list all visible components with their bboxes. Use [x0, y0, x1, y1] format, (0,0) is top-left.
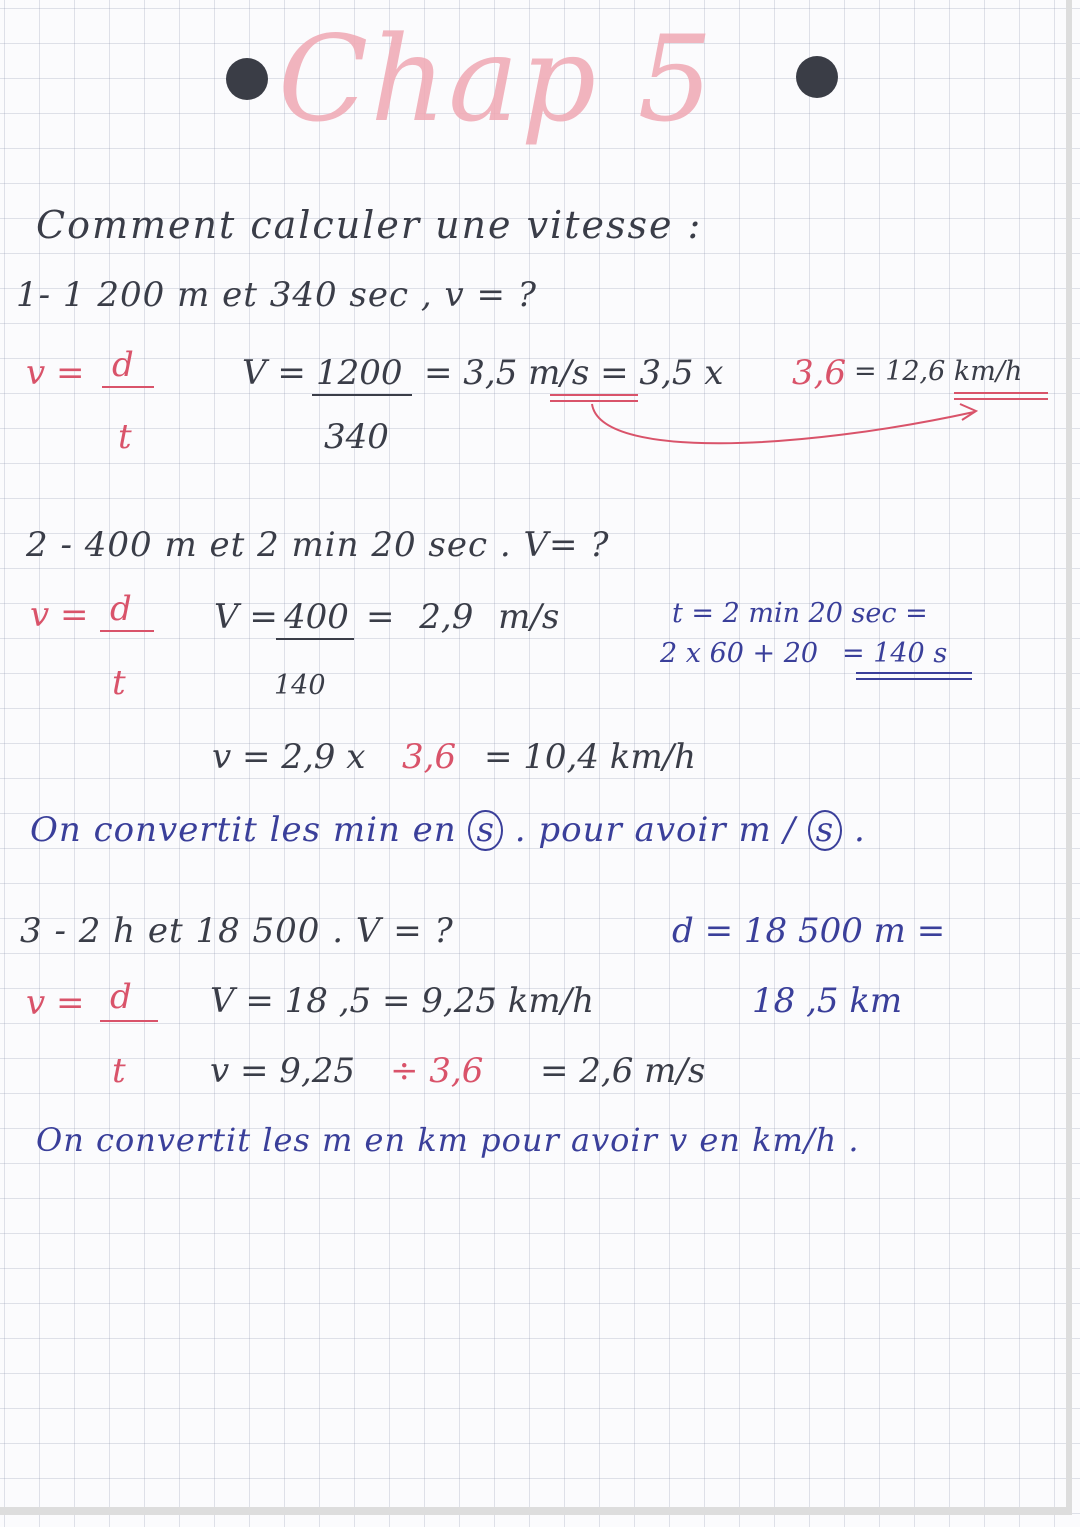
ex2-side-line2a: 2 x 60 + 20 [660, 638, 819, 669]
ex2-side-line1: t = 2 min 20 sec = [672, 598, 928, 629]
ex2-underline-140s [856, 672, 972, 674]
ex1-calc-prefix: V = [242, 353, 306, 393]
ex3-problem: 3 - 2 h et 18 500 . V = ? [20, 911, 454, 951]
ex2-calc-bar [276, 638, 354, 640]
ex1-formula-den: t [118, 417, 132, 457]
ex2-formula-num: d [110, 589, 132, 629]
ex2-note-circled-s2: s [808, 810, 842, 851]
ex2-line2-factor: 3,6 [402, 737, 457, 777]
ex1-calc-result: = 3,5 m/s = 3,5 x [424, 353, 724, 393]
ex2-calc-result: = 2,9 m/s [366, 597, 560, 637]
ex1-calc-den: 340 [324, 417, 389, 457]
section-heading: Comment calculer une vitesse : [36, 203, 703, 247]
ex1-calc-factor: 3,6 [792, 353, 847, 393]
ex2-side-line2b: = 140 s [842, 638, 948, 669]
ex3-calc2-result: = 2,6 m/s [540, 1051, 706, 1091]
ex2-problem: 2 - 400 m et 2 min 20 sec . V= ? [26, 525, 610, 565]
ex2-note-circled-s: s [468, 810, 502, 851]
ex3-formula-bar [100, 1020, 158, 1022]
ex2-formula-lhs: v = [30, 595, 89, 635]
ex3-formula-lhs: v = [26, 983, 85, 1023]
ex2-note-end: . [854, 810, 866, 850]
ex2-calc-prefix: V = [214, 597, 278, 637]
ex3-side-line2: 18 ,5 km [752, 981, 903, 1021]
ex2-note-b: . pour avoir m / [514, 810, 796, 850]
ex3-formula-den: t [112, 1051, 126, 1091]
ex1-formula-num: d [112, 345, 134, 385]
ex2-formula-bar [100, 630, 154, 632]
ex3-side-line1: d = 18 500 m = [672, 911, 946, 951]
ex1-problem: 1- 1 200 m et 340 sec , v = ? [16, 275, 537, 315]
ex2-formula-den: t [112, 663, 126, 703]
ex1-formula-lhs: v = [26, 353, 85, 393]
ex2-calc-den: 140 [274, 670, 326, 701]
ex2-line2-result: = 10,4 km/h [484, 737, 697, 777]
ex3-calc1: V = 18 ,5 = 9,25 km/h [210, 981, 594, 1021]
ex2-calc-num: 400 [284, 597, 349, 637]
ex1-calc-num: 1200 [316, 353, 403, 393]
page-title: Chap 5 [278, 10, 715, 148]
ex3-calc2-prefix: v = 9,25 [210, 1051, 356, 1091]
ex2-line2-prefix: v = 2,9 x [212, 737, 366, 777]
ex3-note: On convertit les m en km pour avoir v en km/h . [36, 1121, 860, 1159]
ex2-note-a: On convertit les min en [30, 810, 457, 850]
ex3-calc2-op: ÷ 3,6 [390, 1051, 484, 1091]
ex2-note [30, 810, 866, 851]
ex3-formula-num: d [110, 977, 132, 1017]
ex2-underline-140s-2 [856, 678, 972, 680]
ex1-calc-final: = 12,6 km/h [854, 356, 1023, 387]
